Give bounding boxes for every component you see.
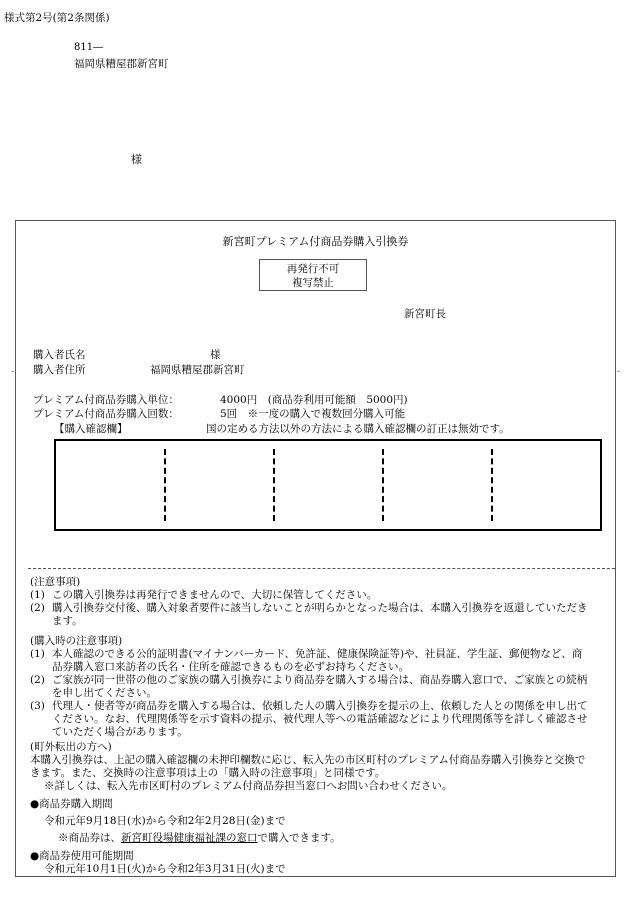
period-heading: ●商品券購入期間 <box>30 798 113 810</box>
purchase-heading: (購入時の注意事項) <box>30 635 123 647</box>
period-note-prefix: ※商品券は、 <box>58 832 121 844</box>
purchase-item <box>30 700 590 739</box>
stamp-divider <box>164 449 166 521</box>
unit-value: 4000円 (商品券利用可能額 5000円) <box>220 394 408 406</box>
confirm-note: 国の定める方法以外の方法による購入確認欄の訂正は無効です。 <box>206 423 510 435</box>
item-text: この購入引換券は再発行できませんので、大切に保管してください。 <box>52 589 378 601</box>
cut-line <box>28 568 615 569</box>
item-number: (2) <box>30 674 45 686</box>
caution-item <box>30 602 590 628</box>
item-number: (2) <box>30 602 45 614</box>
reissue-line-2: 複写禁止 <box>292 277 334 289</box>
usage-heading: ●商品券使用可能期間 <box>30 850 134 862</box>
item-number: (1) <box>30 648 45 660</box>
left-cut-tick: - <box>11 367 15 377</box>
buyer-address-label: 購入者住所 <box>33 364 86 376</box>
recipient-honorific: 様 <box>131 153 142 166</box>
item-text: 代理人・使者等が商品券を購入する場合は、依頼した人の購入引換券を提示の上、依頼した人との関係を申し出てください。なお、代理関係等を示す資料の提示、被代理人等への電話確認などにより代理関係等を詳しく確認させていただく場合があります。 <box>52 700 588 738</box>
item-text: 購入引換券交付後、購入対象者要件に該当しないことが明らかとなった場合は、本購入引換券を返還していただきます。 <box>52 602 588 627</box>
reissue-notice-box <box>259 259 367 291</box>
form-label: 様式第2号(第2条関係) <box>4 12 110 24</box>
buyer-address-value: 福岡県糟屋郡新宮町 <box>150 364 245 376</box>
right-cut-tick: - <box>616 367 620 377</box>
purchase-item <box>30 648 590 674</box>
reissue-line-1: 再発行不可 <box>286 263 340 275</box>
confirm-label: 【購入確認欄】 <box>54 423 128 435</box>
buyer-name-label: 購入者氏名 <box>33 349 86 361</box>
period-note-suffix: で購入できます。 <box>257 832 341 844</box>
notes-section <box>30 574 590 876</box>
postal-code: 811― <box>74 42 104 53</box>
voucher-title: 新宮町プレミアム付商品券購入引換券 <box>222 235 409 248</box>
issuer-name: 新宮町長 <box>404 308 446 320</box>
stamp-divider <box>273 449 275 521</box>
moving-heading: (町外転出の方へ) <box>30 741 112 753</box>
item-number: (3) <box>30 700 45 712</box>
count-label: プレミアム付商品券購入回数： <box>33 408 179 420</box>
item-number: (1) <box>30 589 45 601</box>
caution-heading: (注意事項) <box>30 576 81 588</box>
recipient-address: 福岡県糟屋郡新宮町 <box>74 58 169 70</box>
count-value: 5回 ※一度の購入で複数回分購入可能 <box>220 408 406 420</box>
confirm-stamp-grid <box>54 439 602 531</box>
purchase-item <box>30 674 590 700</box>
item-text: ご家族が同一世帯の他のご家族の購入引換券により商品券を購入する場合は、商品券購入窓口で、ご家族との続柄を申し出てください。 <box>52 674 588 699</box>
stamp-divider <box>382 449 384 521</box>
caution-item <box>30 589 590 602</box>
stamp-divider <box>491 449 493 521</box>
period-note-place: 新宮町役場健康福祉課の窓口 <box>121 832 258 844</box>
buyer-name-honorific: 様 <box>210 349 221 361</box>
unit-label: プレミアム付商品券購入単位： <box>33 394 179 406</box>
period-text: 令和元年9月18日(水)から令和2年2月28日(金)まで <box>44 815 286 827</box>
moving-note: ※詳しくは、転入先市区町村のプレミアム付商品券担当窓口へお問い合わせください。 <box>44 780 453 792</box>
usage-text: 令和元年10月1日(火)から令和2年3月31日(火)まで <box>44 863 286 875</box>
item-text: 本人確認のできる公的証明書(マイナンバーカード、免許証、健康保険証等)や、社員証、学生証、郵便物など、商品券購入窓口来訪者の氏名・住所を確認できるものを必ずお持ちください。 <box>52 648 583 673</box>
voucher-box <box>11 220 620 877</box>
moving-text: 本購入引換券は、上記の購入確認欄の未押印欄数に応じ、転入先の市区町村のプレミアム付商品券購入引換券と交換できます。また、交換時の注意事項は上の「購入時の注意事項」と同様です。 <box>30 754 586 779</box>
period-note <box>30 832 590 845</box>
